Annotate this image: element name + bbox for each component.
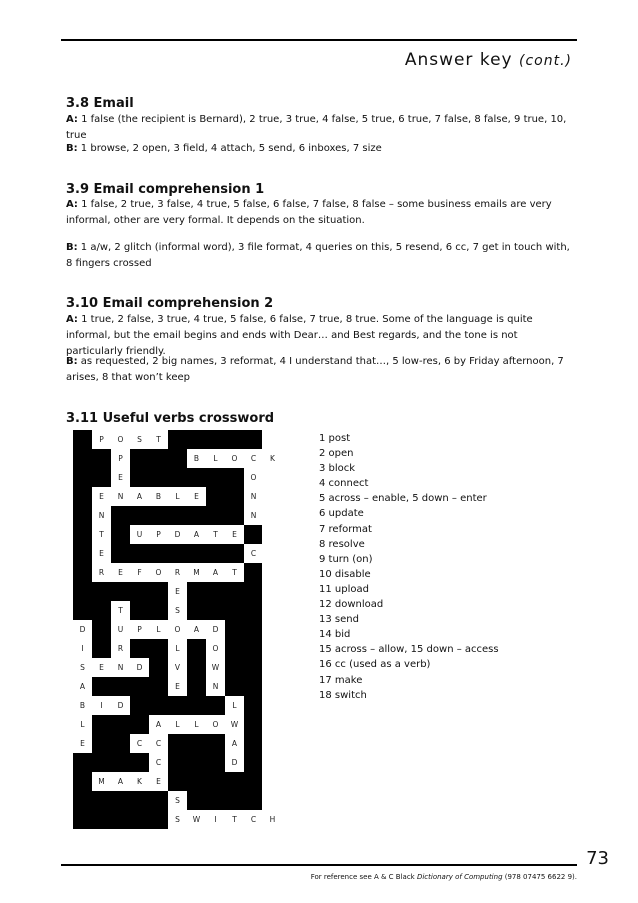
answer-3-9-b	[66, 240, 576, 272]
crossword-cell: R	[168, 563, 187, 582]
footer-book-title: Dictionary of Computing	[416, 873, 503, 881]
crossword-answer-item: 1 post	[319, 433, 351, 444]
crossword-answers-list	[319, 431, 499, 703]
crossword-cell: U	[130, 525, 149, 544]
top-rule	[61, 39, 577, 41]
label-a: A:	[66, 314, 78, 325]
reference-footer	[311, 873, 577, 881]
crossword-cell: E	[168, 582, 187, 601]
answer-text: 1 true, 2 false, 3 true, 4 true, 5 false, 6 false, 7 true, 8 true. Some of the language is quite informal, but the email begins and ends with Dear… and Best regards, and the tone is not particularly friendly.	[66, 314, 533, 357]
crossword-cell: H	[263, 810, 282, 829]
crossword-cell: N	[244, 487, 263, 506]
crossword-cell: E	[225, 525, 244, 544]
crossword-cell: O	[168, 620, 187, 639]
crossword-cell: E	[111, 468, 130, 487]
answer-text: 1 false (the recipient is Bernard), 2 true, 3 true, 4 false, 5 true, 6 true, 7 false, 8 false, 9 true, 10, true	[66, 114, 567, 141]
crossword-cell: W	[206, 658, 225, 677]
crossword-cell: L	[73, 715, 92, 734]
crossword-cell: S	[73, 658, 92, 677]
crossword-answer-item: 18 switch	[319, 689, 367, 701]
crossword-cell: L	[168, 715, 187, 734]
answer-text: 1 a/w, 2 glitch (informal word), 3 file format, 4 queries on this, 5 resend, 6 cc, 7 get in touch with, 8 fingers crossed	[66, 242, 570, 269]
crossword-cell: A	[206, 563, 225, 582]
crossword-answer-item: 7 reformat	[319, 523, 372, 535]
crossword-cell: A	[111, 772, 130, 791]
answer-text: 1 browse, 2 open, 3 field, 4 attach, 5 send, 6 inboxes, 7 size	[77, 143, 382, 154]
crossword-cell: L	[168, 487, 187, 506]
crossword-cell: A	[73, 677, 92, 696]
crossword-answer-item: 2 open	[319, 448, 354, 460]
crossword-cell: O	[206, 639, 225, 658]
crossword-answer-item: 3 block	[319, 463, 356, 475]
crossword-cell: K	[130, 772, 149, 791]
crossword-cell: E	[92, 487, 111, 506]
crossword-cell: T	[206, 525, 225, 544]
crossword-cell: I	[73, 639, 92, 658]
crossword-cell: D	[168, 525, 187, 544]
footer-prefix: For reference see A & C Black	[310, 873, 417, 881]
crossword-cell: A	[187, 525, 206, 544]
section-heading-3-11: 3.11 Useful verbs crossword	[66, 411, 275, 426]
crossword-cell: D	[225, 753, 244, 772]
crossword-cell: R	[111, 639, 130, 658]
crossword-cell: B	[187, 449, 206, 468]
label-a: A:	[66, 199, 78, 210]
crossword-cell: V	[168, 658, 187, 677]
crossword-cell: C	[130, 734, 149, 753]
crossword-cell: A	[149, 715, 168, 734]
crossword-cell: M	[92, 772, 111, 791]
crossword-cell: I	[92, 696, 111, 715]
crossword-cell: E	[168, 677, 187, 696]
crossword-cell: O	[225, 449, 244, 468]
crossword-cell: T	[225, 563, 244, 582]
crossword-cell: M	[187, 563, 206, 582]
crossword-cell: P	[149, 525, 168, 544]
crossword-cell: C	[149, 753, 168, 772]
crossword-cell: P	[111, 449, 130, 468]
crossword-cell: C	[149, 734, 168, 753]
label-a: A:	[66, 114, 78, 125]
crossword-cell: K	[263, 449, 282, 468]
crossword-cell: D	[206, 620, 225, 639]
crossword-answer-item: 15 across – allow, 15 down – access	[319, 644, 499, 656]
crossword-cell: O	[206, 715, 225, 734]
crossword-cell: D	[73, 620, 92, 639]
crossword-answer-item: 6 update	[319, 508, 364, 520]
answer-3-8-a	[66, 112, 576, 144]
answer-3-10-a	[66, 312, 576, 360]
section-heading-3-9: 3.9 Email comprehension 1	[66, 182, 265, 197]
crossword-cell: E	[111, 563, 130, 582]
crossword-cell: E	[92, 658, 111, 677]
crossword-answer-item: 11 upload	[319, 583, 369, 595]
crossword-cell: S	[168, 791, 187, 810]
crossword-cell: L	[187, 715, 206, 734]
crossword-cell: E	[92, 544, 111, 563]
crossword-cell: L	[206, 449, 225, 468]
crossword-cell: W	[225, 715, 244, 734]
crossword-answer-item: 12 download	[319, 599, 384, 611]
crossword-cell: B	[149, 487, 168, 506]
crossword-answer-item: 10 disable	[319, 568, 371, 580]
bottom-rule	[61, 864, 577, 866]
crossword-cell: A	[225, 734, 244, 753]
section-heading-3-10: 3.10 Email comprehension 2	[66, 296, 274, 311]
crossword-cell: O	[149, 563, 168, 582]
answer-text: as requested, 2 big names, 3 reformat, 4 I understand that…, 5 low-res, 6 by Friday afternoon, 7 arises, 8 that won’t keep	[66, 356, 564, 383]
crossword-answer-item: 14 bid	[319, 629, 351, 641]
crossword-cell: U	[111, 620, 130, 639]
crossword-cell: P	[92, 430, 111, 449]
crossword-cell: B	[73, 696, 92, 715]
crossword-cell: L	[225, 696, 244, 715]
crossword-cell: S	[130, 430, 149, 449]
answer-3-9-a	[66, 197, 576, 229]
answer-3-10-b	[66, 354, 576, 386]
crossword-cell: O	[111, 430, 130, 449]
crossword-cell: E	[187, 487, 206, 506]
crossword-cell: C	[244, 449, 263, 468]
answer-text: 1 false, 2 true, 3 false, 4 true, 5 false, 6 false, 7 false, 8 false – some business emails are very informal, other are very formal. It depends on the situation.	[66, 199, 552, 226]
crossword-cell: N	[244, 506, 263, 525]
label-b: B:	[66, 356, 78, 367]
header-title: Answer key	[404, 50, 513, 70]
page-number: 73	[586, 848, 609, 869]
crossword-cell: N	[111, 487, 130, 506]
section-heading-3-8: 3.8 Email	[66, 96, 134, 111]
crossword-cell: A	[130, 487, 149, 506]
crossword-cell: L	[149, 620, 168, 639]
crossword-answer-item: 8 resolve	[319, 538, 365, 550]
crossword-cell: D	[130, 658, 149, 677]
crossword-cell: A	[187, 620, 206, 639]
crossword-cell: P	[130, 620, 149, 639]
crossword-cell: R	[92, 563, 111, 582]
crossword-answer-item: 16 cc (used as a verb)	[319, 659, 431, 671]
crossword-cell: I	[206, 810, 225, 829]
crossword-cell: F	[130, 563, 149, 582]
crossword-cell: N	[206, 677, 225, 696]
header-title-suffix: (cont.)	[519, 53, 572, 69]
crossword-answer-item: 5 across – enable, 5 down – enter	[319, 493, 487, 505]
crossword-cell: W	[187, 810, 206, 829]
crossword-cell: C	[244, 810, 263, 829]
page-header	[405, 50, 572, 70]
label-b: B:	[66, 242, 78, 253]
crossword-cell: T	[225, 810, 244, 829]
crossword-answer-item: 13 send	[319, 614, 359, 626]
footer-suffix: (978 07475 6622 9).	[502, 873, 577, 881]
answer-3-8-b	[66, 141, 576, 157]
crossword-cell: L	[168, 639, 187, 658]
crossword-cell: E	[149, 772, 168, 791]
crossword-answer-item: 9 turn (on)	[319, 553, 373, 565]
crossword-cell: S	[168, 810, 187, 829]
crossword-cell: T	[149, 430, 168, 449]
crossword-cell: O	[244, 468, 263, 487]
crossword-cell: N	[111, 658, 130, 677]
crossword-answer-item: 17 make	[319, 674, 363, 686]
crossword-cell: T	[111, 601, 130, 620]
label-b: B:	[66, 143, 78, 154]
crossword-cell: C	[244, 544, 263, 563]
crossword-cell: S	[168, 601, 187, 620]
crossword-cell: N	[92, 506, 111, 525]
crossword-cell: E	[73, 734, 92, 753]
crossword-cell: D	[111, 696, 130, 715]
crossword-cell: T	[92, 525, 111, 544]
crossword-grid	[73, 430, 276, 829]
crossword-answer-item: 4 connect	[319, 478, 369, 490]
